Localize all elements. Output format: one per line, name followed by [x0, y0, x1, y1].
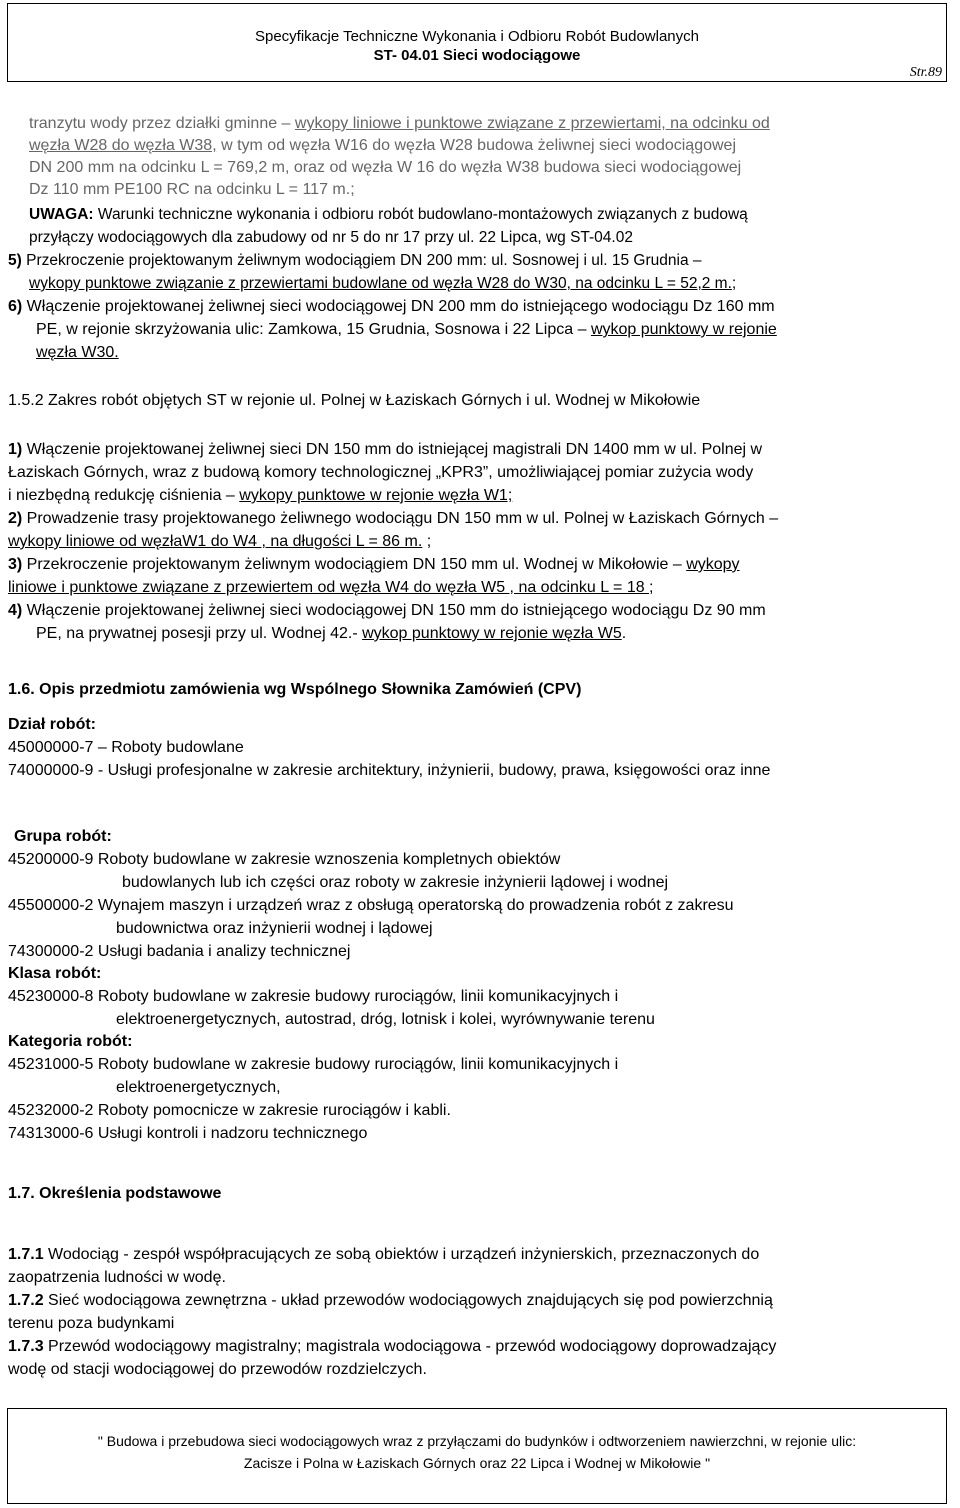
item5-line-2: wykopy punktowe związanie z przewiertami budowlane od węzła W28 do W30, na odcinku L = 52,2 m.;: [29, 275, 737, 292]
section-152-heading: 1.5.2 Zakres robót objętych ST w rejonie ul. Polnej w Łaziskach Górnych i ul. Wodnej w Mikołowie: [8, 392, 701, 409]
dzial-item-1: 45000000-7 – Roboty budowlane: [8, 739, 244, 756]
def-172-line-1: 1.7.2 Sieć wodociągowa zewnętrzna - układ przewodów wodociągowych znajdujących się pod powierzchnią: [8, 1292, 773, 1309]
uwaga-line-2: przyłączy wodociągowych dla zabudowy od nr 5 do nr 17 przy ul. 22 Lipca, wg ST-04.02: [29, 229, 633, 246]
def-171-line-2: zaopatrzenia ludności w wodę.: [8, 1269, 226, 1286]
item6-line-2: PE, w rejonie skrzyżowania ulic: Zamkowa, 15 Grudnia, Sosnowa i 22 Lipca – wykop punktowy w rejonie: [36, 321, 777, 338]
section-16-heading: 1.6. Opis przedmiotu zamówienia wg Wspólnego Słownika Zamówień (CPV): [8, 681, 582, 698]
i3-line-1: 3) Przekroczenie projektowanym żeliwnym wodociągiem DN 150 mm ul. Wodnej w Mikołowie – wykopy: [8, 556, 740, 573]
kategoria-item-1a: 45231000-5 Roboty budowlane w zakresie budowy rurociągów, linii komunikacyjnych i: [8, 1056, 619, 1073]
i1-line-1: 1) Włączenie projektowanej żeliwnej sieci DN 150 mm do istniejącej magistrali DN 1400 mm w ul. Polnej w: [8, 441, 763, 458]
p1-link-wykopy: wykopy liniowe i punktowe związane z przewiertami, na odcinku od: [294, 115, 770, 132]
grupa-item-1b: budowlanych lub ich części oraz roboty w zakresie inżynierii lądowej i wodnej: [122, 874, 669, 891]
dzial-item-2: 74000000-9 - Usługi profesjonalne w zakresie architektury, inżynierii, budowy, prawa, księgowości oraz inne: [8, 762, 771, 779]
page-header: [7, 3, 947, 82]
footer-line-1: " Budowa i przebudowa sieci wodociągowych wraz z przyłączami do budynków i odtworzeniem nawierzchni, w rejonie ulic:: [97, 1433, 857, 1449]
p1-line-2: węzła W28 do węzła W38, w tym od węzła W16 do węzła W28 budowa żeliwnej sieci wodociągowej: [29, 137, 736, 154]
grupa-item-3: 74300000-2 Usługi badania i analizy technicznej: [8, 943, 351, 960]
header-subtitle: ST- 04.01 Sieci wodociągowe: [373, 47, 581, 64]
p1-line-4: Dz 110 mm PE100 RC na odcinku L = 117 m.;: [29, 181, 355, 198]
kategoria-item-1b: elektroenergetycznych,: [116, 1079, 281, 1096]
def-172-line-2: terenu poza budynkami: [8, 1315, 175, 1332]
item5-line-1: 5) Przekroczenie projektowanym żeliwnym wodociągiem DN 200 mm: ul. Sosnowej i ul. 15 Grudnia –: [8, 252, 702, 269]
grupa-item-1a: 45200000-9 Roboty budowlane w zakresie wznoszenia kompletnych obiektów: [8, 851, 561, 868]
page-number: Str.89: [909, 65, 942, 80]
kategoria-item-2: 45232000-2 Roboty pomocnicze w zakresie rurociągów i kabli.: [8, 1102, 451, 1119]
footer-line-2: Zacisze i Polna w Łaziskach Górnych oraz 22 Lipca i Wodnej w Mikołowie ": [243, 1455, 711, 1471]
p1-line-1: tranzytu wody przez działki gminne – wykopy liniowe i punktowe związane z przewiertami, na odcinku od: [29, 115, 770, 132]
uwaga-line-1: UWAGA: Warunki techniczne wykonania i odbioru robót budowlano-montażowych związanych z budową: [29, 206, 748, 223]
def-171-line-1: 1.7.1 Wodociąg - zespół współpracujących ze sobą obiektów i urządzeń inżynierskich, przeznaczonych do: [8, 1246, 760, 1263]
page-footer: [7, 1408, 947, 1504]
klasa-item-1a: 45230000-8 Roboty budowlane w zakresie budowy rurociągów, linii komunikacyjnych i: [8, 988, 619, 1005]
def-173-line-1: 1.7.3 Przewód wodociągowy magistralny; magistrala wodociągowa - przewód wodociągowy doprowadzający: [8, 1338, 777, 1355]
def-173-line-2: wodę od stacji wodociągowej do przewodów rozdzielczych.: [8, 1361, 427, 1378]
i1-line-3: i niezbędną redukcję ciśnienia – wykopy punktowe w rejonie węzła W1;: [8, 487, 513, 504]
grupa-item-2b: budownictwa oraz inżynierii wodnej i lądowej: [116, 920, 433, 937]
p1-line-3: DN 200 mm na odcinku L = 769,2 m, oraz od węzła W 16 do węzła W38 budowa sieci wodociągowej: [29, 159, 742, 176]
i3-line-2: liniowe i punktowe związane z przewiertem od węzła W4 do węzła W5 , na odcinku L = 18 ;: [8, 579, 654, 596]
klasa-label: Klasa robót:: [8, 965, 102, 982]
i2-line-2: wykopy liniowe od węzłaW1 do W4 , na długości L = 86 m. ;: [8, 533, 432, 550]
i4-line-1: 4) Włączenie projektowanej żeliwnej sieci wodociągowej DN 150 mm do istniejącego wodociągu Dz 90 mm: [8, 602, 766, 619]
section-17-heading: 1.7. Określenia podstawowe: [8, 1185, 222, 1202]
klasa-item-1b: elektroenergetycznych, autostrad, dróg, lotnisk i kolei, wyrównywanie terenu: [116, 1011, 655, 1028]
i2-line-1: 2) Prowadzenie trasy projektowanego żeliwnego wodociągu DN 150 mm w ul. Polnej w Łaziskach Górnych –: [8, 510, 779, 527]
grupa-label: Grupa robót:: [14, 828, 112, 845]
uwaga-label: UWAGA:: [29, 206, 94, 223]
i1-line-2: Łaziskach Górnych, wraz z budową komory technologicznej „KPR3”, umożliwiającej pomiar zużycia wody: [8, 464, 754, 481]
kategoria-label: Kategoria robót:: [8, 1033, 133, 1050]
header-title: Specyfikacje Techniczne Wykonania i Odbioru Robót Budowlanych: [254, 28, 699, 45]
dzial-label: Dział robót:: [8, 716, 96, 733]
kategoria-item-3: 74313000-6 Usługi kontroli i nadzoru technicznego: [8, 1125, 368, 1142]
grupa-item-2a: 45500000-2 Wynajem maszyn i urządzeń wraz z obsługą operatorską do prowadzenia robót z zakresu: [8, 897, 734, 914]
item6-line-1: 6) Włączenie projektowanej żeliwnej sieci wodociągowej DN 200 mm do istniejącego wodociągu Dz 160 mm: [8, 298, 775, 315]
item6-line-3: węzła W30.: [36, 344, 119, 361]
i4-line-2: PE, na prywatnej posesji przy ul. Wodnej 42.- wykop punktowy w rejonie węzła W5.: [36, 625, 627, 642]
